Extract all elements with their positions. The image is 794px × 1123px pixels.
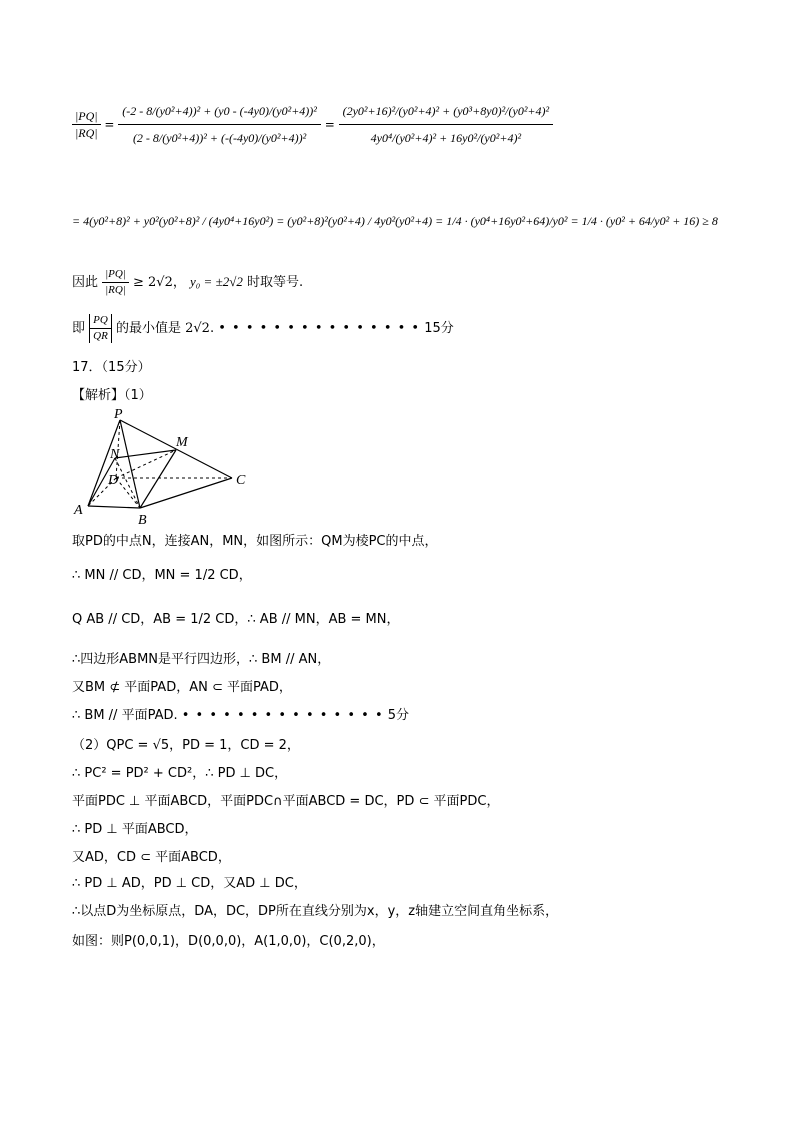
- formula-ratio: $\frac{|PQ|}{|RQ|}$ = $\frac{\text{(-2 - 8/(y0²+4))² + (y0 - (-4y0)/(y0²+4))²}}{\text{(2 - 8/(y0²+4))² + (-(-4y0)/(y0²+4))²}}$ = $\frac{\text{(2y0²+16)²/(y0²+4)² + (y0³+8y0)²/(y0²+4)²}}{\text{4y0⁴/(y0²+4)² + 16y0²/(y0²+4)²}}$: [72, 98, 553, 152]
- label-M: M: [176, 435, 188, 450]
- proof-line-1: 取PD的中点N，连接AN，MN，如图所示：QM为棱PC的中点，: [72, 534, 438, 549]
- proof-line-9: 平面PDC ⊥ 平面ABCD，平面PDC∩平面ABCD = DC，PD ⊂ 平面PDC，: [72, 794, 500, 809]
- formula-simplify: = 4(y0²+8)² + y0²(y0²+8)² / (4y0⁴+16y0²) = (y0²+8)²(y0²+4) / 4y0²(y0²+4) = 1/4 · (y0⁴+16y0²+64)/y0² = 1/4 · (y0² + 64/y0² + 16) ≥ 8: [72, 214, 718, 228]
- proof-line-3: Q AB // CD，AB = 1/2 CD，∴ AB // MN，AB = MN，: [72, 612, 400, 627]
- label-D: D: [108, 473, 119, 488]
- problem-17-header: 17．（15分）: [72, 360, 151, 375]
- min-value-line: 即 $\frac{PQ}{QR}$ 的最小值是 2√2. • • • • • • • • • • • • • • • 15分: [72, 314, 454, 343]
- analysis-label: 【解析】（1）: [72, 388, 152, 403]
- label-A: A: [74, 503, 83, 518]
- proof-line-4: ∴四边形ABMN是平行四边形，∴ BM // AN，: [72, 652, 331, 667]
- proof-line-2: ∴ MN // CD，MN = 1/2 CD，: [72, 568, 252, 583]
- proof-line-14: 如图：则P(0,0,1)，D(0,0,0)，A(1,0,0)，C(0,2,0)，: [72, 934, 385, 949]
- proof-line-8: ∴ PC² = PD² + CD²，∴ PD ⊥ DC，: [72, 766, 288, 781]
- lhs-fraction: $\frac{|PQ|}{|RQ|}$: [72, 109, 101, 141]
- label-N: N: [110, 447, 120, 462]
- label-C: C: [236, 473, 246, 488]
- abs-ratio: $\frac{PQ}{QR}$: [89, 314, 112, 343]
- proof-line-5: 又BM ⊄ 平面PAD，AN ⊂ 平面PAD，: [72, 680, 292, 695]
- rhs-fraction: $\frac{\text{(2y0²+16)²/(y0²+4)² + (y0³+8y0)²/(y0²+4)²}}{\text{4y0⁴/(y0²+4)² + 16y0²/(y0²+4)²}}$: [339, 98, 554, 152]
- proof-line-12: ∴ PD ⊥ AD，PD ⊥ CD，又AD ⊥ DC，: [72, 876, 307, 891]
- mid-fraction: $\frac{\text{(-2 - 8/(y0²+4))² + (y0 - (-4y0)/(y0²+4))²}}{\text{(2 - 8/(y0²+4))² + (-(-4y0)/(y0²+4))²}}$: [118, 98, 321, 152]
- ratio-fraction: $\frac{|PQ|}{|RQ|}$: [102, 268, 129, 297]
- proof-line-11: 又AD，CD ⊂ 平面ABCD，: [72, 850, 231, 865]
- pyramid-figure: [70, 408, 260, 528]
- proof-line-13: ∴以点D为坐标原点，DA，DC，DP所在直线分别为x，y，z轴建立空间直角坐标系，: [72, 904, 559, 919]
- proof-line-10: ∴ PD ⊥ 平面ABCD，: [72, 822, 198, 837]
- therefore-line: 因此 $\frac{|PQ|}{|RQ|}$ ≥ 2√2， y₀ = ±2√2 时取等号.: [72, 268, 304, 297]
- proof-line-7: （2）QPC = √5，PD = 1，CD = 2，: [72, 738, 300, 753]
- label-B: B: [138, 513, 147, 528]
- label-P: P: [114, 408, 123, 422]
- proof-line-6: ∴ BM // 平面PAD. • • • • • • • • • • • • • • • 5分: [72, 708, 410, 723]
